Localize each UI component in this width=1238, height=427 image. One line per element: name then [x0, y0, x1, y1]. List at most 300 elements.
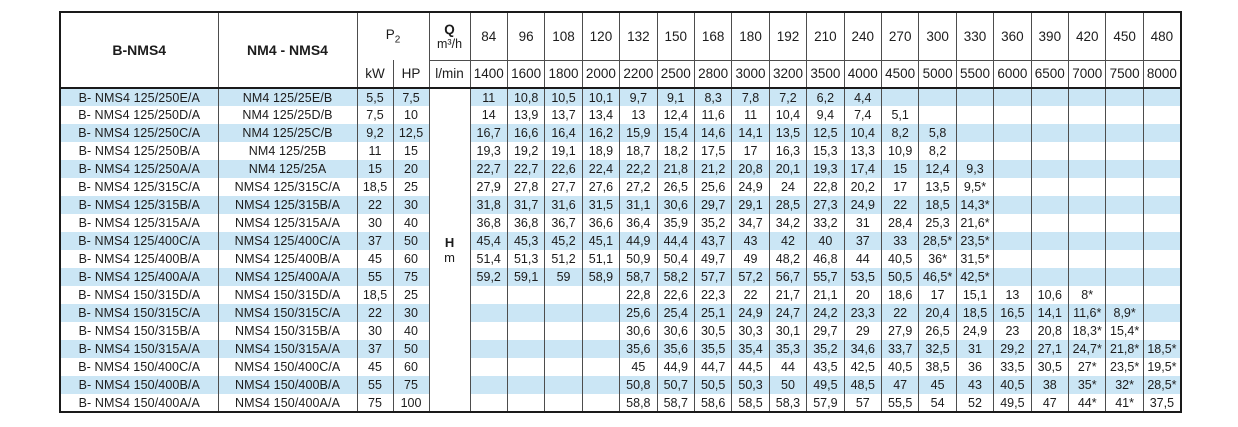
model-cell-nm4: NM4 125/25A [218, 160, 357, 178]
head-value-cell: 20,2 [844, 178, 881, 196]
head-value-cell: 30,1 [769, 322, 806, 340]
head-value-cell [470, 358, 507, 376]
head-value-cell [1106, 214, 1143, 232]
head-value-cell: 20,1 [769, 160, 806, 178]
head-value-cell: 25,6 [620, 304, 657, 322]
head-value-cell: 22 [732, 286, 769, 304]
head-value-cell [1106, 142, 1143, 160]
head-value-cell: 45,2 [545, 232, 582, 250]
head-value-cell: 22,4 [582, 160, 619, 178]
flow-header-m3h: 120 [582, 12, 619, 60]
head-value-cell: 19,2 [507, 142, 544, 160]
model-cell-bnms4: B- NMS4 125/250B/A [60, 142, 218, 160]
head-value-cell: 20,8 [732, 160, 769, 178]
head-value-cell: 51,4 [470, 250, 507, 268]
head-value-cell: 35,2 [694, 214, 731, 232]
table-row [60, 358, 1181, 376]
head-value-cell [545, 322, 582, 340]
head-value-cell: 23,3 [844, 304, 881, 322]
head-value-cell: 34,7 [732, 214, 769, 232]
head-value-cell [1031, 88, 1068, 106]
head-value-cell: 43,7 [694, 232, 731, 250]
power-hp-cell: 30 [393, 304, 429, 322]
head-value-cell [507, 376, 544, 394]
table-row [60, 322, 1181, 340]
head-value-cell [1106, 232, 1143, 250]
head-value-cell: 51,2 [545, 250, 582, 268]
head-value-cell [1069, 106, 1106, 124]
column-header-bnms4: B-NMS4 [60, 12, 218, 88]
head-value-cell [994, 214, 1031, 232]
head-value-cell [1143, 232, 1181, 250]
head-value-cell [1069, 88, 1106, 106]
head-value-cell [1069, 268, 1106, 286]
head-value-cell: 24,9 [956, 322, 993, 340]
model-cell-bnms4: B- NMS4 150/315C/A [60, 304, 218, 322]
head-value-cell: 27,8 [507, 178, 544, 196]
head-value-cell: 45 [919, 376, 956, 394]
power-kw-cell: 22 [357, 304, 393, 322]
head-value-cell: 22,7 [507, 160, 544, 178]
head-value-cell: 50,8 [620, 376, 657, 394]
header-row-flow [60, 12, 1181, 60]
table-row [60, 178, 1181, 196]
head-value-cell: 11,6* [1069, 304, 1106, 322]
head-value-cell: 15 [881, 160, 918, 178]
model-cell-nm4: NMS4 125/400A/A [218, 268, 357, 286]
head-value-cell [1143, 142, 1181, 160]
head-value-cell [994, 232, 1031, 250]
model-cell-bnms4: B- NMS4 150/315D/A [60, 286, 218, 304]
flow-header-m3h: 240 [844, 12, 881, 60]
q-unit: m³/h [437, 36, 463, 51]
head-value-cell: 13 [994, 286, 1031, 304]
head-value-cell: 22,8 [620, 286, 657, 304]
power-kw-cell: 7,5 [357, 106, 393, 124]
head-value-cell: 12,4 [919, 160, 956, 178]
head-value-cell: 36,8 [470, 214, 507, 232]
head-value-cell: 24,9 [844, 196, 881, 214]
head-value-cell: 25,6 [694, 178, 731, 196]
head-value-cell: 59,1 [507, 268, 544, 286]
head-value-cell: 27,1 [1031, 340, 1068, 358]
head-value-cell: 22,6 [545, 160, 582, 178]
head-value-cell: 30,5 [694, 322, 731, 340]
head-value-cell [1031, 214, 1068, 232]
power-hp-cell: 10 [393, 106, 429, 124]
head-value-cell: 44,9 [657, 358, 694, 376]
head-value-cell [994, 106, 1031, 124]
head-value-cell: 10,4 [769, 106, 806, 124]
head-value-cell: 33,2 [807, 214, 844, 232]
table-row [60, 160, 1181, 178]
head-value-cell: 29,7 [807, 322, 844, 340]
head-value-cell: 14 [470, 106, 507, 124]
head-value-cell: 50,7 [657, 376, 694, 394]
head-value-cell: 11 [470, 88, 507, 106]
head-value-cell [1031, 106, 1068, 124]
head-value-cell: 13,9 [507, 106, 544, 124]
head-value-cell: 9,7 [620, 88, 657, 106]
head-value-cell: 28,5 [769, 196, 806, 214]
flow-header-m3h: 420 [1069, 12, 1106, 60]
head-value-cell [1031, 142, 1068, 160]
head-value-cell: 7,8 [732, 88, 769, 106]
head-value-cell: 33,7 [881, 340, 918, 358]
head-value-cell: 49,5 [807, 376, 844, 394]
head-value-cell: 44* [1069, 394, 1106, 412]
power-kw-cell: 37 [357, 340, 393, 358]
head-value-cell [1031, 232, 1068, 250]
model-cell-nm4: NM4 125/25E/B [218, 88, 357, 106]
power-hp-cell: 100 [393, 394, 429, 412]
head-value-cell: 11,6 [694, 106, 731, 124]
flow-header-lmin: 2800 [694, 60, 731, 88]
table-row [60, 394, 1181, 412]
flow-header-m3h: 450 [1106, 12, 1143, 60]
head-value-cell: 31,1 [620, 196, 657, 214]
head-value-cell: 22 [881, 196, 918, 214]
head-value-cell [582, 358, 619, 376]
head-value-cell: 23,5* [956, 232, 993, 250]
head-value-cell [582, 340, 619, 358]
power-kw-cell: 45 [357, 358, 393, 376]
head-value-cell: 31 [844, 214, 881, 232]
head-value-cell: 58,3 [769, 394, 806, 412]
head-value-cell: 40,5 [881, 358, 918, 376]
head-value-cell: 28,4 [881, 214, 918, 232]
head-value-cell: 51,3 [507, 250, 544, 268]
head-value-cell: 10,9 [881, 142, 918, 160]
power-kw-cell: 18,5 [357, 178, 393, 196]
model-cell-nm4: NMS4 150/400A/A [218, 394, 357, 412]
head-value-cell [582, 286, 619, 304]
model-cell-nm4: NM4 125/25D/B [218, 106, 357, 124]
head-value-cell [470, 340, 507, 358]
head-value-cell: 14,1 [732, 124, 769, 142]
head-value-cell: 21,8* [1106, 340, 1143, 358]
head-value-cell: 38 [1031, 376, 1068, 394]
model-cell-nm4: NMS4 125/315A/A [218, 214, 357, 232]
power-kw-cell: 11 [357, 142, 393, 160]
head-value-cell [919, 88, 956, 106]
p2-subscript: 2 [394, 34, 401, 46]
head-value-cell: 8,9* [1106, 304, 1143, 322]
model-cell-bnms4: B- NMS4 150/400B/A [60, 376, 218, 394]
model-cell-bnms4: B- NMS4 125/250D/A [60, 106, 218, 124]
head-value-cell: 50,5 [694, 376, 731, 394]
head-value-cell: 30,6 [657, 196, 694, 214]
table-row [60, 250, 1181, 268]
flow-header-m3h: 96 [507, 12, 544, 60]
head-value-cell: 27,9 [881, 322, 918, 340]
flow-header-lmin: 2500 [657, 60, 694, 88]
head-value-cell: 22,8 [807, 178, 844, 196]
head-value-cell: 36,4 [620, 214, 657, 232]
model-cell-nm4: NMS4 125/315C/A [218, 178, 357, 196]
head-value-cell: 41* [1106, 394, 1143, 412]
head-value-cell: 58,6 [694, 394, 731, 412]
power-hp-cell: 75 [393, 376, 429, 394]
flow-header-lmin: 6500 [1031, 60, 1068, 88]
head-value-cell [507, 286, 544, 304]
head-value-cell: 28,5* [919, 232, 956, 250]
flow-header-lmin: 8000 [1143, 60, 1181, 88]
head-value-cell: 43 [956, 376, 993, 394]
flow-header-lmin: 3500 [807, 60, 844, 88]
head-value-cell: 29,2 [994, 340, 1031, 358]
head-value-cell [994, 196, 1031, 214]
power-kw-cell: 30 [357, 322, 393, 340]
head-value-cell: 9,4 [807, 106, 844, 124]
power-kw-cell: 22 [357, 196, 393, 214]
column-header-lmin: l/min [429, 60, 470, 88]
head-value-cell: 34,2 [769, 214, 806, 232]
head-value-cell: 34,6 [844, 340, 881, 358]
head-value-cell [545, 304, 582, 322]
head-value-cell: 35,9 [657, 214, 694, 232]
power-kw-cell: 75 [357, 394, 393, 412]
head-value-cell: 43,5 [807, 358, 844, 376]
power-kw-cell: 55 [357, 376, 393, 394]
head-value-cell [1143, 286, 1181, 304]
head-value-cell [507, 394, 544, 412]
head-value-cell: 13,7 [545, 106, 582, 124]
head-value-cell: 51,1 [582, 250, 619, 268]
head-value-cell: 32* [1106, 376, 1143, 394]
head-value-cell: 44,9 [620, 232, 657, 250]
head-value-cell [582, 304, 619, 322]
head-value-cell: 17,5 [694, 142, 731, 160]
head-value-cell: 15,4* [1106, 322, 1143, 340]
head-value-cell: 16,2 [582, 124, 619, 142]
head-value-cell: 7,4 [844, 106, 881, 124]
head-value-cell: 50,9 [620, 250, 657, 268]
head-value-cell: 31,7 [507, 196, 544, 214]
head-value-cell: 37 [844, 232, 881, 250]
head-value-cell: 31,5 [582, 196, 619, 214]
flow-header-m3h: 192 [769, 12, 806, 60]
head-value-cell [1106, 196, 1143, 214]
power-hp-cell: 50 [393, 340, 429, 358]
head-value-cell: 36,8 [507, 214, 544, 232]
head-value-cell: 18,6 [881, 286, 918, 304]
head-value-cell: 10,4 [844, 124, 881, 142]
head-value-cell: 43 [732, 232, 769, 250]
head-value-cell [1143, 124, 1181, 142]
head-value-cell: 17 [732, 142, 769, 160]
head-value-cell [994, 178, 1031, 196]
head-value-cell [1106, 178, 1143, 196]
head-value-cell: 12,4 [657, 106, 694, 124]
head-value-cell: 24,7* [1069, 340, 1106, 358]
flow-header-m3h: 300 [919, 12, 956, 60]
head-value-cell: 40 [807, 232, 844, 250]
head-value-cell [1143, 106, 1181, 124]
head-value-cell: 18,3* [1069, 322, 1106, 340]
head-value-cell: 18,5* [1143, 340, 1181, 358]
flow-header-lmin: 1600 [507, 60, 544, 88]
head-value-cell: 7,2 [769, 88, 806, 106]
model-cell-bnms4: B- NMS4 125/400B/A [60, 250, 218, 268]
flow-header-lmin: 5500 [956, 60, 993, 88]
head-value-cell: 10,5 [545, 88, 582, 106]
q-symbol: Q [444, 21, 455, 37]
head-value-cell: 57,7 [694, 268, 731, 286]
head-value-cell: 31,5* [956, 250, 993, 268]
head-value-cell: 17 [881, 178, 918, 196]
head-value-cell: 16,6 [507, 124, 544, 142]
flow-header-m3h: 108 [545, 12, 582, 60]
flow-header-lmin: 6000 [994, 60, 1031, 88]
head-value-cell: 32,5 [919, 340, 956, 358]
head-value-cell: 21,1 [807, 286, 844, 304]
power-hp-cell: 25 [393, 178, 429, 196]
table-row [60, 142, 1181, 160]
head-value-cell [994, 268, 1031, 286]
head-value-cell: 50,4 [657, 250, 694, 268]
head-value-cell: 29,1 [732, 196, 769, 214]
head-value-cell [1143, 322, 1181, 340]
head-value-cell: 18,7 [620, 142, 657, 160]
head-value-cell: 44,4 [657, 232, 694, 250]
head-value-cell [507, 358, 544, 376]
head-value-cell: 30,3 [732, 322, 769, 340]
power-hp-cell: 40 [393, 214, 429, 232]
table-row [60, 124, 1181, 142]
head-value-cell: 59 [545, 268, 582, 286]
head-value-cell [545, 376, 582, 394]
head-value-cell [956, 88, 993, 106]
flow-header-lmin: 2200 [620, 60, 657, 88]
head-value-cell: 14,6 [694, 124, 731, 142]
head-value-cell: 58,7 [620, 268, 657, 286]
head-meters-cell [429, 88, 470, 412]
head-value-cell: 27,7 [545, 178, 582, 196]
head-value-cell [1106, 124, 1143, 142]
table-row [60, 304, 1181, 322]
head-value-cell: 17,4 [844, 160, 881, 178]
head-value-cell [1143, 268, 1181, 286]
head-value-cell: 16,3 [769, 142, 806, 160]
head-value-cell: 22,7 [470, 160, 507, 178]
p2-symbol: P [385, 27, 395, 43]
head-value-cell: 26,5 [919, 322, 956, 340]
head-value-cell [1143, 304, 1181, 322]
head-value-cell [1106, 268, 1143, 286]
head-unit: m [444, 250, 455, 265]
head-value-cell: 10,6 [1031, 286, 1068, 304]
head-value-cell: 24,7 [769, 304, 806, 322]
head-value-cell [545, 286, 582, 304]
model-cell-bnms4: B- NMS4 125/250C/A [60, 124, 218, 142]
table-row [60, 232, 1181, 250]
head-value-cell: 56,7 [769, 268, 806, 286]
head-value-cell: 18,5 [956, 304, 993, 322]
model-cell-nm4: NMS4 150/315B/A [218, 322, 357, 340]
head-value-cell: 46,8 [807, 250, 844, 268]
flow-header-m3h: 84 [470, 12, 507, 60]
power-hp-cell: 60 [393, 358, 429, 376]
head-value-cell: 25,3 [919, 214, 956, 232]
model-cell-bnms4: B- NMS4 125/315B/A [60, 196, 218, 214]
head-value-cell [582, 394, 619, 412]
head-value-cell: 50 [769, 376, 806, 394]
head-value-cell [1143, 250, 1181, 268]
head-value-cell: 40,5 [994, 376, 1031, 394]
head-value-cell: 22,3 [694, 286, 731, 304]
table-header [60, 12, 1181, 88]
head-value-cell [1031, 160, 1068, 178]
table-row [60, 340, 1181, 358]
head-value-cell: 49 [732, 250, 769, 268]
power-kw-cell: 15 [357, 160, 393, 178]
head-value-cell: 29,7 [694, 196, 731, 214]
head-value-cell: 14,3* [956, 196, 993, 214]
head-value-cell [1069, 250, 1106, 268]
head-value-cell: 45,1 [582, 232, 619, 250]
head-value-cell: 11 [732, 106, 769, 124]
head-value-cell: 30,6 [620, 322, 657, 340]
head-value-cell: 25,4 [657, 304, 694, 322]
head-value-cell: 33 [881, 232, 918, 250]
head-value-cell [1069, 214, 1106, 232]
head-value-cell: 19,1 [545, 142, 582, 160]
head-value-cell: 30,6 [657, 322, 694, 340]
head-value-cell: 42,5 [844, 358, 881, 376]
head-value-cell: 9,3 [956, 160, 993, 178]
head-value-cell: 38,5 [919, 358, 956, 376]
head-value-cell: 13,4 [582, 106, 619, 124]
head-value-cell: 55,7 [807, 268, 844, 286]
model-cell-nm4: NMS4 150/400B/A [218, 376, 357, 394]
column-header-kw: kW [357, 60, 393, 88]
head-value-cell [507, 340, 544, 358]
table-body [60, 88, 1181, 412]
power-kw-cell: 30 [357, 214, 393, 232]
head-value-cell: 58,5 [732, 394, 769, 412]
head-value-cell: 17 [919, 286, 956, 304]
head-value-cell: 44,5 [732, 358, 769, 376]
head-value-cell: 27,9 [470, 178, 507, 196]
head-value-cell: 20,8 [1031, 322, 1068, 340]
head-value-cell: 15,4 [657, 124, 694, 142]
flow-header-lmin: 5000 [919, 60, 956, 88]
head-value-cell: 53,5 [844, 268, 881, 286]
head-value-cell: 55,5 [881, 394, 918, 412]
power-kw-cell: 18,5 [357, 286, 393, 304]
head-value-cell [994, 124, 1031, 142]
head-value-cell: 42,5* [956, 268, 993, 286]
head-value-cell: 22 [881, 304, 918, 322]
head-value-cell: 23 [994, 322, 1031, 340]
head-value-cell [582, 376, 619, 394]
model-cell-bnms4: B- NMS4 125/250E/A [60, 88, 218, 106]
head-value-cell: 54 [919, 394, 956, 412]
column-header-q [429, 12, 470, 60]
pump-performance-table [59, 11, 1182, 413]
flow-header-m3h: 330 [956, 12, 993, 60]
head-value-cell [1031, 268, 1068, 286]
flow-header-lmin: 4000 [844, 60, 881, 88]
power-kw-cell: 37 [357, 232, 393, 250]
power-kw-cell: 55 [357, 268, 393, 286]
head-value-cell: 24,9 [732, 178, 769, 196]
head-value-cell: 15,9 [620, 124, 657, 142]
model-cell-nm4: NMS4 150/315A/A [218, 340, 357, 358]
head-value-cell: 35,5 [694, 340, 731, 358]
flow-header-m3h: 132 [620, 12, 657, 60]
